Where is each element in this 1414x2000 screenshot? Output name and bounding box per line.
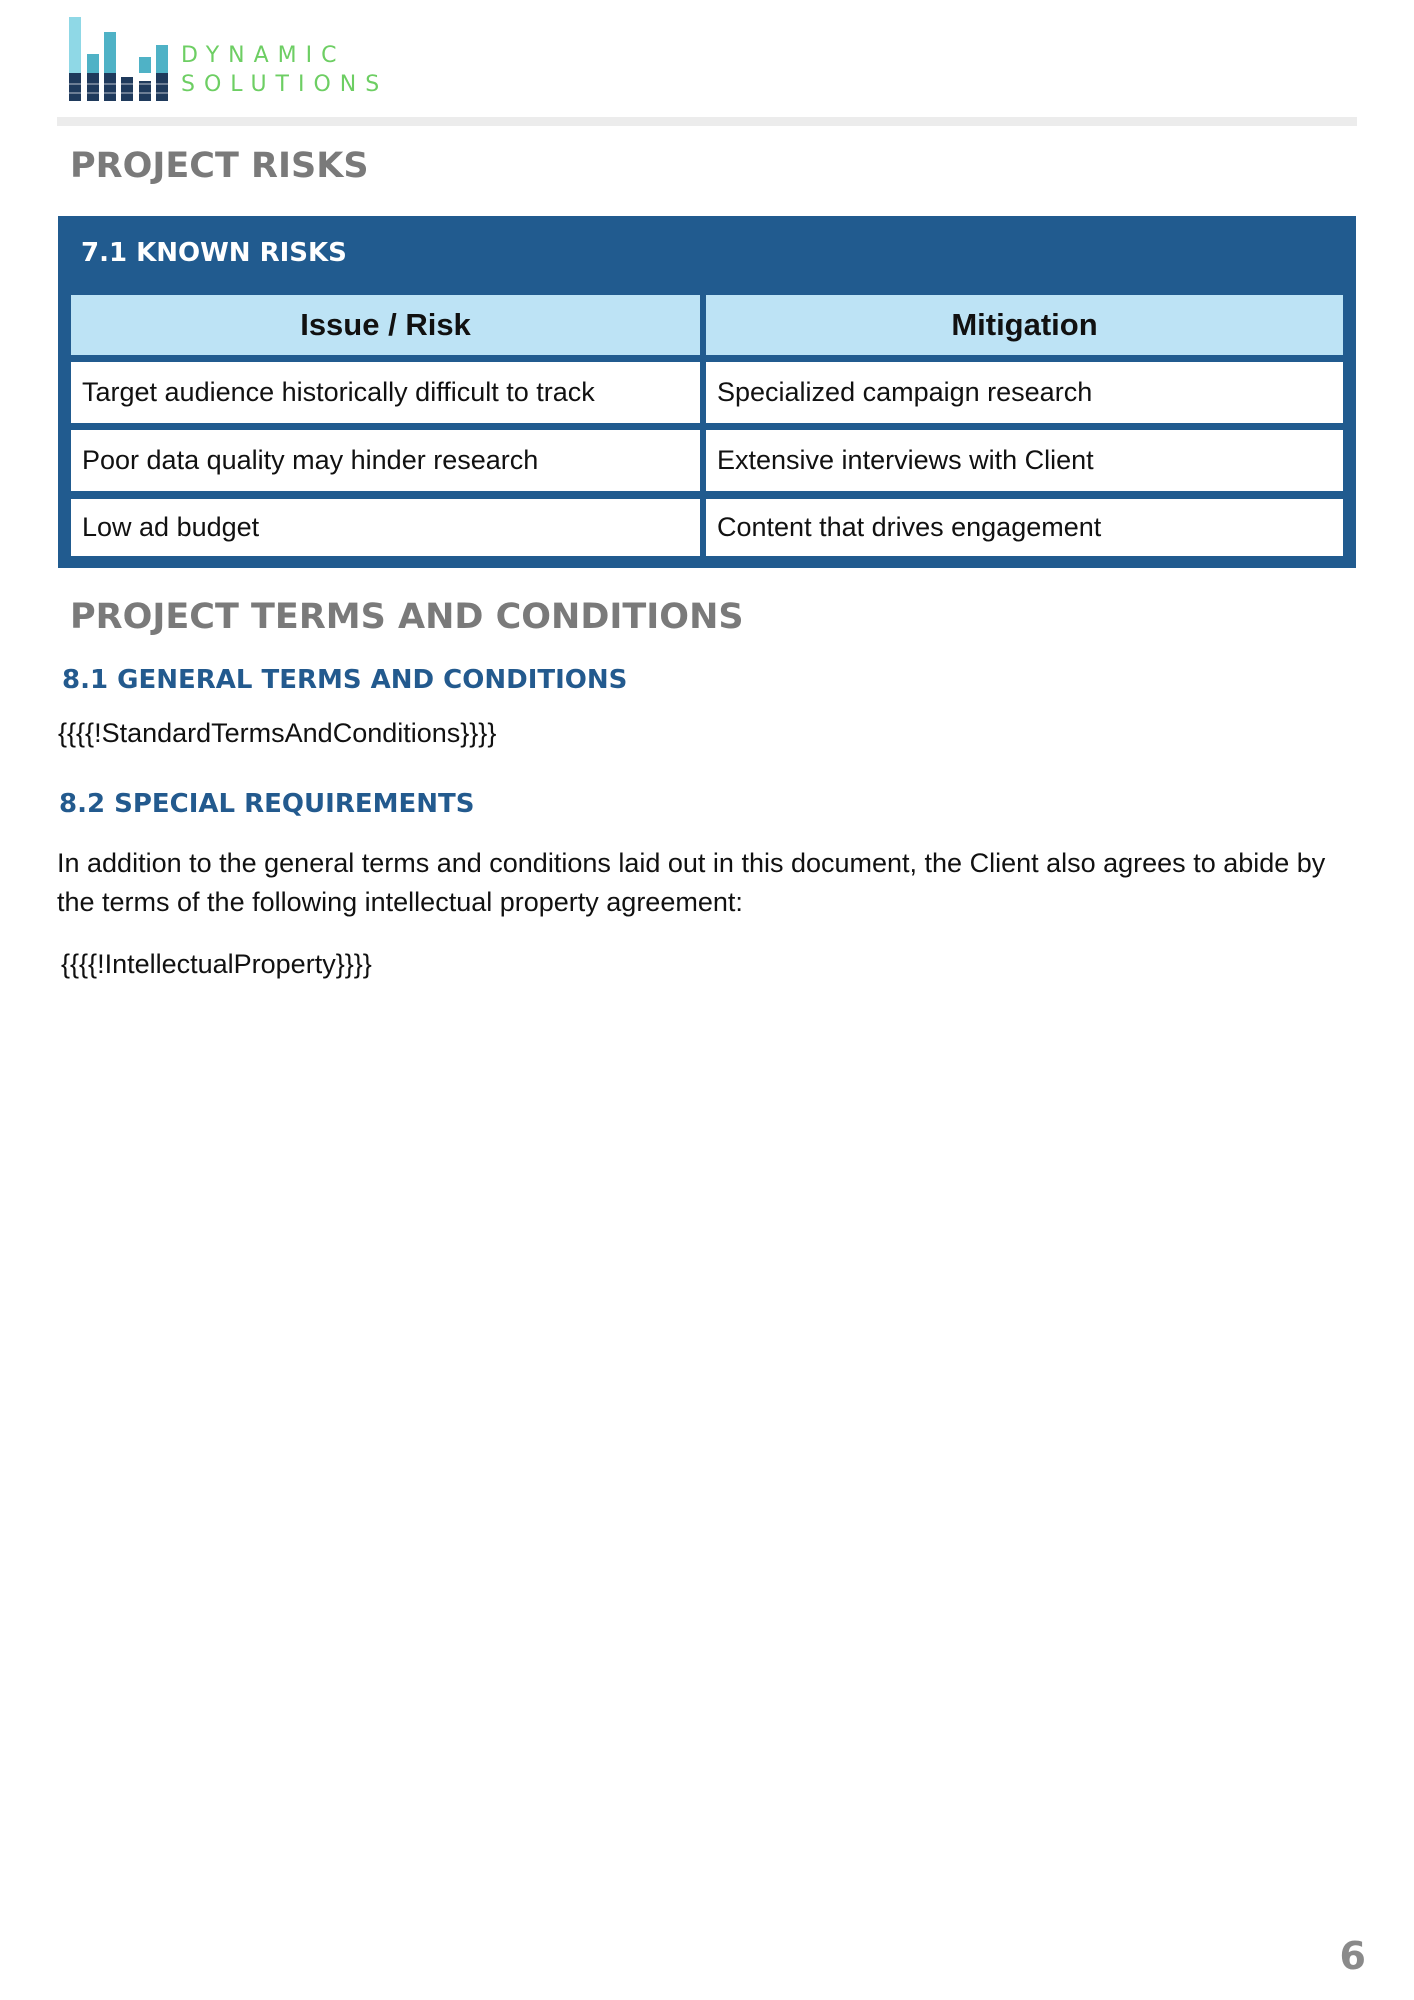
header-divider — [57, 117, 1357, 126]
table-cell-risk: Low ad budget — [71, 499, 700, 556]
logo-wordmark — [181, 41, 388, 99]
table-cell-risk: Target audience historically difficult to track — [71, 362, 700, 423]
terms-conditions-title: PROJECT TERMS AND CONDITIONS — [70, 597, 744, 637]
logo-line-1: DYNAMIC — [181, 43, 346, 68]
special-requirements-heading: 8.2 SPECIAL REQUIREMENTS — [59, 789, 475, 819]
table-cell-mitigation: Extensive interviews with Client — [706, 430, 1343, 491]
known-risks-table — [58, 216, 1356, 568]
table-cell-risk: Poor data quality may hinder research — [71, 430, 700, 491]
table-cell-mitigation: Specialized campaign research — [706, 362, 1343, 423]
column-header-mitigation: Mitigation — [706, 295, 1343, 355]
standard-terms-placeholder: {{{{!StandardTermsAndConditions}}}} — [58, 718, 497, 748]
page-number: 6 — [1339, 1934, 1366, 1978]
column-header-issue-risk: Issue / Risk — [71, 295, 700, 355]
logo-line-2: SOLUTIONS — [181, 72, 389, 97]
known-risks-heading: 7.1 KNOWN RISKS — [81, 238, 347, 268]
table-cell-mitigation: Content that drives engagement — [706, 499, 1343, 556]
project-risks-title: PROJECT RISKS — [70, 146, 369, 186]
bar-chart-logo-icon — [69, 17, 169, 101]
special-requirements-paragraph: In addition to the general terms and conditions laid out in this document, the Client also agrees to abide by the terms of the following intellectual property agreement: — [57, 848, 1326, 917]
intellectual-property-placeholder: {{{{!IntellectualProperty}}}} — [61, 949, 372, 979]
general-terms-heading: 8.1 GENERAL TERMS AND CONDITIONS — [62, 665, 628, 695]
company-logo — [69, 17, 389, 101]
